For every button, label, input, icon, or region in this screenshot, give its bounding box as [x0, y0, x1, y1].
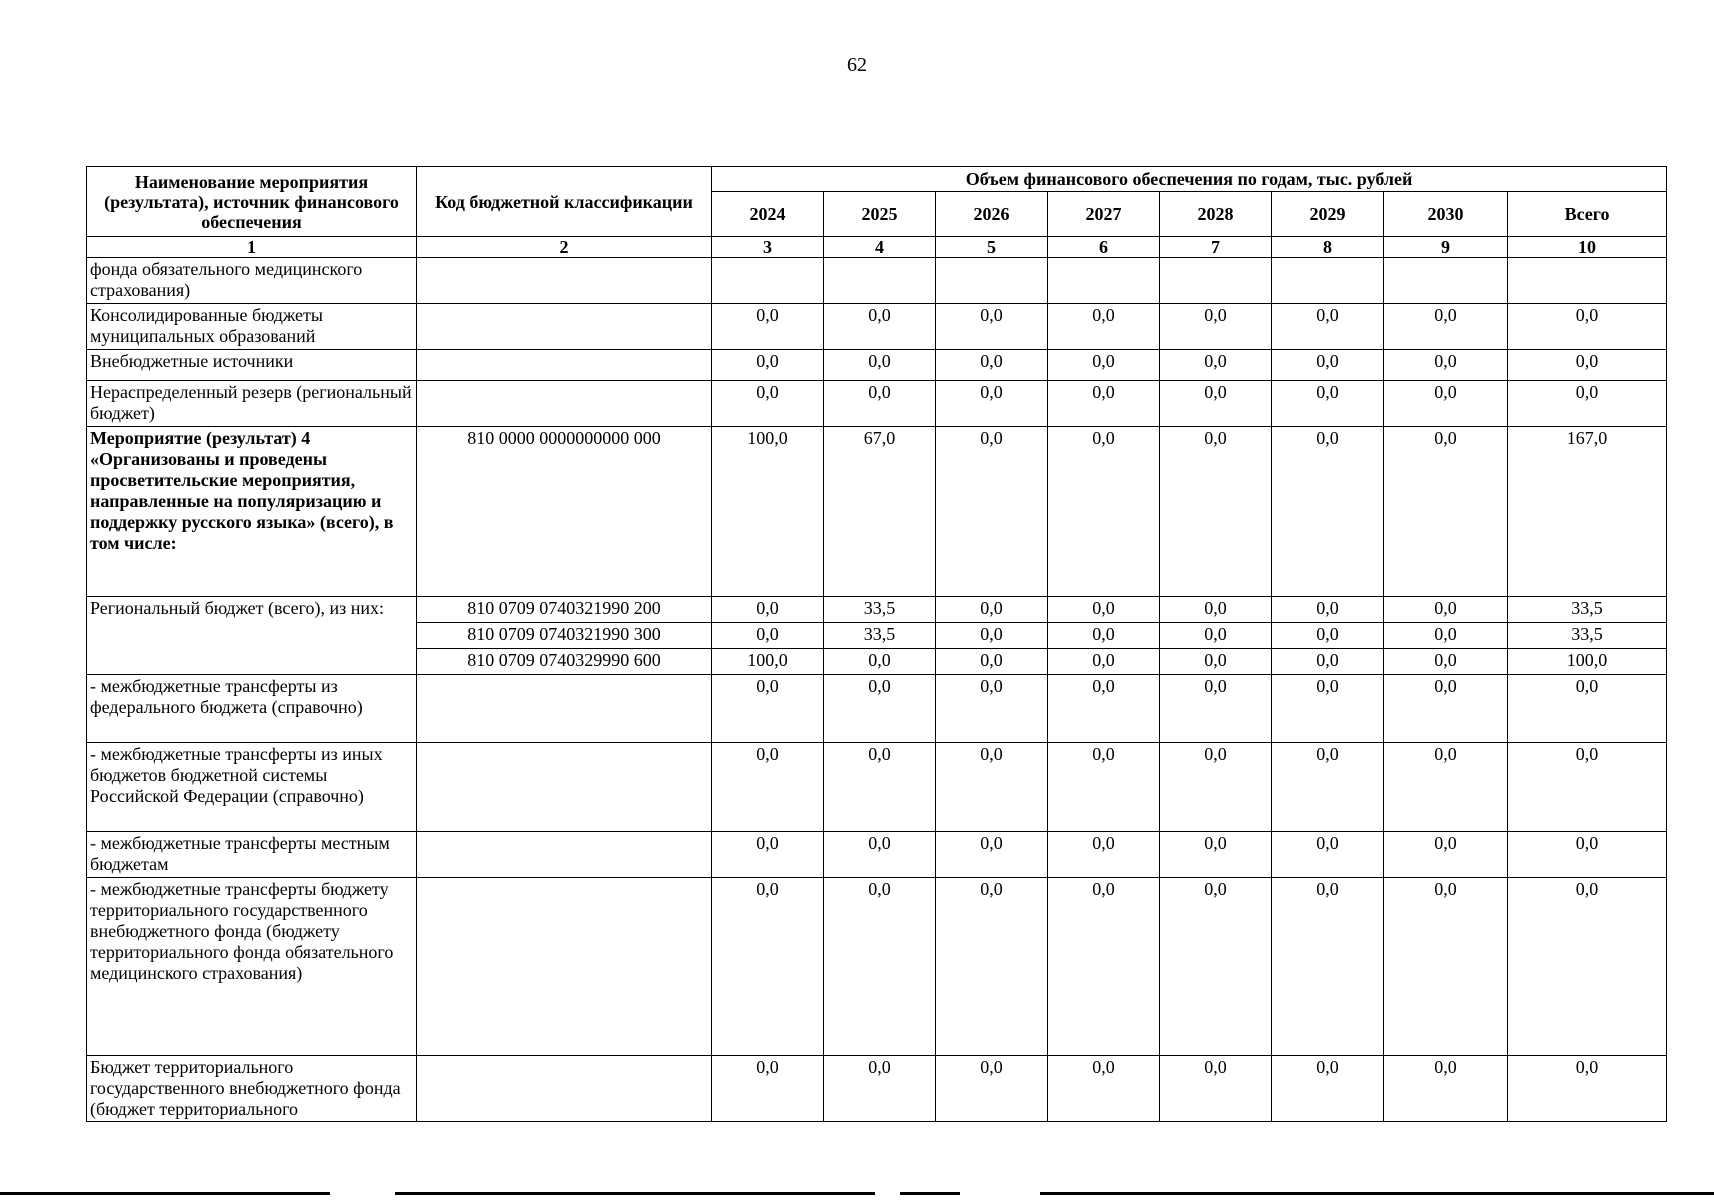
column-index: 10 — [1508, 237, 1667, 258]
row-name: Внебюджетные источники — [87, 350, 417, 381]
row-code: 810 0709 0740321990 200 — [417, 597, 712, 623]
header-total: Всего — [1508, 192, 1667, 237]
row-total: 0,0 — [1508, 743, 1667, 832]
row-total: 0,0 — [1508, 675, 1667, 743]
row-value: 0,0 — [824, 878, 936, 1056]
row-value: 0,0 — [824, 649, 936, 675]
header-row — [87, 167, 1667, 192]
row-value: 0,0 — [1048, 878, 1160, 1056]
row-value: 0,0 — [712, 832, 824, 878]
row-total: 0,0 — [1508, 350, 1667, 381]
row-value: 0,0 — [1048, 427, 1160, 597]
row-value: 0,0 — [1384, 597, 1508, 623]
header-name-column: Наименование мероприятия (результата), источник финансового обеспечения — [87, 167, 417, 237]
row-value: 0,0 — [1160, 381, 1272, 427]
row-value: 0,0 — [1272, 878, 1384, 1056]
row-value: 0,0 — [1160, 878, 1272, 1056]
column-index: 9 — [1384, 237, 1508, 258]
table-row — [87, 427, 1667, 597]
row-value: 0,0 — [1160, 597, 1272, 623]
row-total: 33,5 — [1508, 623, 1667, 649]
header-year: 2030 — [1384, 192, 1508, 237]
row-value: 0,0 — [1272, 1056, 1384, 1122]
row-value: 0,0 — [1272, 832, 1384, 878]
row-value: 0,0 — [1384, 1056, 1508, 1122]
row-value: 0,0 — [712, 304, 824, 350]
row-code — [417, 1056, 712, 1122]
row-total: 0,0 — [1508, 381, 1667, 427]
row-code — [417, 381, 712, 427]
row-value: 0,0 — [936, 427, 1048, 597]
row-value: 0,0 — [936, 304, 1048, 350]
row-value — [1384, 258, 1508, 304]
row-value: 0,0 — [1384, 350, 1508, 381]
row-value: 0,0 — [936, 649, 1048, 675]
row-value: 0,0 — [936, 878, 1048, 1056]
row-value — [1160, 258, 1272, 304]
row-value: 0,0 — [824, 381, 936, 427]
row-total — [1508, 258, 1667, 304]
row-value: 0,0 — [1048, 597, 1160, 623]
budget-table — [86, 166, 1667, 1122]
row-code: 810 0709 0740321990 300 — [417, 623, 712, 649]
row-value: 0,0 — [1048, 743, 1160, 832]
row-value: 0,0 — [936, 381, 1048, 427]
row-value: 0,0 — [1272, 649, 1384, 675]
header-year: 2024 — [712, 192, 824, 237]
row-value: 0,0 — [712, 878, 824, 1056]
row-value: 0,0 — [1384, 381, 1508, 427]
row-value: 0,0 — [1048, 381, 1160, 427]
row-name: - межбюджетные трансферты местным бюджетам — [87, 832, 417, 878]
row-total: 100,0 — [1508, 649, 1667, 675]
table-row — [87, 878, 1667, 1056]
row-name: Нераспределенный резерв (региональный бюджет) — [87, 381, 417, 427]
table-row — [87, 1056, 1667, 1122]
row-value: 0,0 — [1048, 350, 1160, 381]
scan-edge-line — [900, 1192, 960, 1195]
row-value: 0,0 — [712, 597, 824, 623]
table-row — [87, 832, 1667, 878]
row-value: 0,0 — [1272, 675, 1384, 743]
row-value: 0,0 — [936, 832, 1048, 878]
column-index: 6 — [1048, 237, 1160, 258]
column-index: 1 — [87, 237, 417, 258]
row-name: - межбюджетные трансферты из федерального бюджета (справочно) — [87, 675, 417, 743]
row-value: 0,0 — [1160, 832, 1272, 878]
row-value: 0,0 — [1272, 304, 1384, 350]
row-code — [417, 675, 712, 743]
header-year: 2029 — [1272, 192, 1384, 237]
row-value: 0,0 — [1384, 649, 1508, 675]
header-year: 2027 — [1048, 192, 1160, 237]
row-value: 0,0 — [1048, 832, 1160, 878]
row-value: 100,0 — [712, 427, 824, 597]
row-value — [1272, 258, 1384, 304]
row-value: 0,0 — [1048, 675, 1160, 743]
row-name: Региональный бюджет (всего), из них: — [87, 597, 417, 675]
row-value: 0,0 — [1160, 649, 1272, 675]
row-total: 0,0 — [1508, 1056, 1667, 1122]
row-value: 0,0 — [936, 350, 1048, 381]
row-value: 0,0 — [1384, 304, 1508, 350]
row-name: - межбюджетные трансферты бюджету территориального государственного внебюджетного фонда (бюджету территориального фонда обязательного медицинского страхования) — [87, 878, 417, 1056]
row-value: 0,0 — [824, 675, 936, 743]
row-code — [417, 350, 712, 381]
row-name: Мероприятие (результат) 4 «Организованы и проведены просветительские мероприятия, направленные на популяризацию и поддержку русского языка» (всего), в том числе: — [87, 427, 417, 597]
row-code: 810 0709 0740329990 600 — [417, 649, 712, 675]
header-year: 2026 — [936, 192, 1048, 237]
column-index: 4 — [824, 237, 936, 258]
row-value: 0,0 — [1160, 304, 1272, 350]
row-value — [824, 258, 936, 304]
header-volume-group: Объем финансового обеспечения по годам, тыс. рублей — [712, 167, 1667, 192]
table-row — [87, 381, 1667, 427]
row-value: 100,0 — [712, 649, 824, 675]
row-value: 0,0 — [712, 381, 824, 427]
scan-edge-line — [1040, 1192, 1714, 1195]
row-value: 0,0 — [1272, 381, 1384, 427]
row-value — [1048, 258, 1160, 304]
row-total: 167,0 — [1508, 427, 1667, 597]
row-value: 0,0 — [1160, 675, 1272, 743]
row-value: 0,0 — [1160, 1056, 1272, 1122]
row-value: 0,0 — [1384, 427, 1508, 597]
column-index: 3 — [712, 237, 824, 258]
table-row — [87, 597, 1667, 623]
row-value: 0,0 — [712, 743, 824, 832]
row-value: 0,0 — [1384, 623, 1508, 649]
table-row — [87, 304, 1667, 350]
row-name: фонда обязательного медицинского страхования) — [87, 258, 417, 304]
row-name: - межбюджетные трансферты из иных бюджетов бюджетной системы Российской Федерации (справочно) — [87, 743, 417, 832]
table-row — [87, 350, 1667, 381]
row-value — [712, 258, 824, 304]
column-index: 8 — [1272, 237, 1384, 258]
row-total: 0,0 — [1508, 878, 1667, 1056]
row-code — [417, 743, 712, 832]
row-value: 0,0 — [1160, 743, 1272, 832]
row-value: 0,0 — [936, 1056, 1048, 1122]
row-value: 0,0 — [1048, 304, 1160, 350]
row-value: 0,0 — [712, 675, 824, 743]
row-value: 0,0 — [936, 675, 1048, 743]
table-row — [87, 675, 1667, 743]
row-code — [417, 832, 712, 878]
row-value: 0,0 — [1384, 743, 1508, 832]
row-value: 0,0 — [1272, 743, 1384, 832]
column-index-row — [87, 237, 1667, 258]
row-name: Консолидированные бюджеты муниципальных образований — [87, 304, 417, 350]
row-total: 33,5 — [1508, 597, 1667, 623]
row-value: 67,0 — [824, 427, 936, 597]
row-value: 0,0 — [824, 304, 936, 350]
row-value: 0,0 — [936, 743, 1048, 832]
header-year: 2028 — [1160, 192, 1272, 237]
row-code: 810 0000 0000000000 000 — [417, 427, 712, 597]
row-value — [936, 258, 1048, 304]
row-value: 0,0 — [824, 743, 936, 832]
row-value: 0,0 — [1272, 350, 1384, 381]
row-value: 0,0 — [936, 597, 1048, 623]
row-value: 33,5 — [824, 623, 936, 649]
row-value: 0,0 — [824, 832, 936, 878]
scan-edge-line — [395, 1192, 875, 1195]
row-value: 0,0 — [712, 1056, 824, 1122]
page-number: 62 — [847, 54, 867, 76]
row-total: 0,0 — [1508, 304, 1667, 350]
row-total: 0,0 — [1508, 832, 1667, 878]
row-value: 0,0 — [1384, 878, 1508, 1056]
row-value: 0,0 — [712, 350, 824, 381]
row-value: 0,0 — [1272, 597, 1384, 623]
column-index: 7 — [1160, 237, 1272, 258]
row-value: 33,5 — [824, 597, 936, 623]
row-value: 0,0 — [1160, 350, 1272, 381]
row-code — [417, 258, 712, 304]
row-value: 0,0 — [1272, 623, 1384, 649]
column-index: 5 — [936, 237, 1048, 258]
header-year: 2025 — [824, 192, 936, 237]
row-value: 0,0 — [1272, 427, 1384, 597]
scan-edge-line — [0, 1192, 330, 1195]
row-code — [417, 878, 712, 1056]
row-code — [417, 304, 712, 350]
table-row — [87, 743, 1667, 832]
table-row — [87, 258, 1667, 304]
row-value: 0,0 — [824, 1056, 936, 1122]
row-value: 0,0 — [1048, 1056, 1160, 1122]
row-value: 0,0 — [1384, 832, 1508, 878]
row-value: 0,0 — [1384, 675, 1508, 743]
row-value: 0,0 — [1048, 623, 1160, 649]
column-index: 2 — [417, 237, 712, 258]
row-name: Бюджет территориального государственного внебюджетного фонда (бюджет территориального — [87, 1056, 417, 1122]
row-value: 0,0 — [712, 623, 824, 649]
row-value: 0,0 — [1160, 427, 1272, 597]
row-value: 0,0 — [1048, 649, 1160, 675]
header-code-column: Код бюджетной классификации — [417, 167, 712, 237]
row-value: 0,0 — [1160, 623, 1272, 649]
row-value: 0,0 — [936, 623, 1048, 649]
row-value: 0,0 — [824, 350, 936, 381]
